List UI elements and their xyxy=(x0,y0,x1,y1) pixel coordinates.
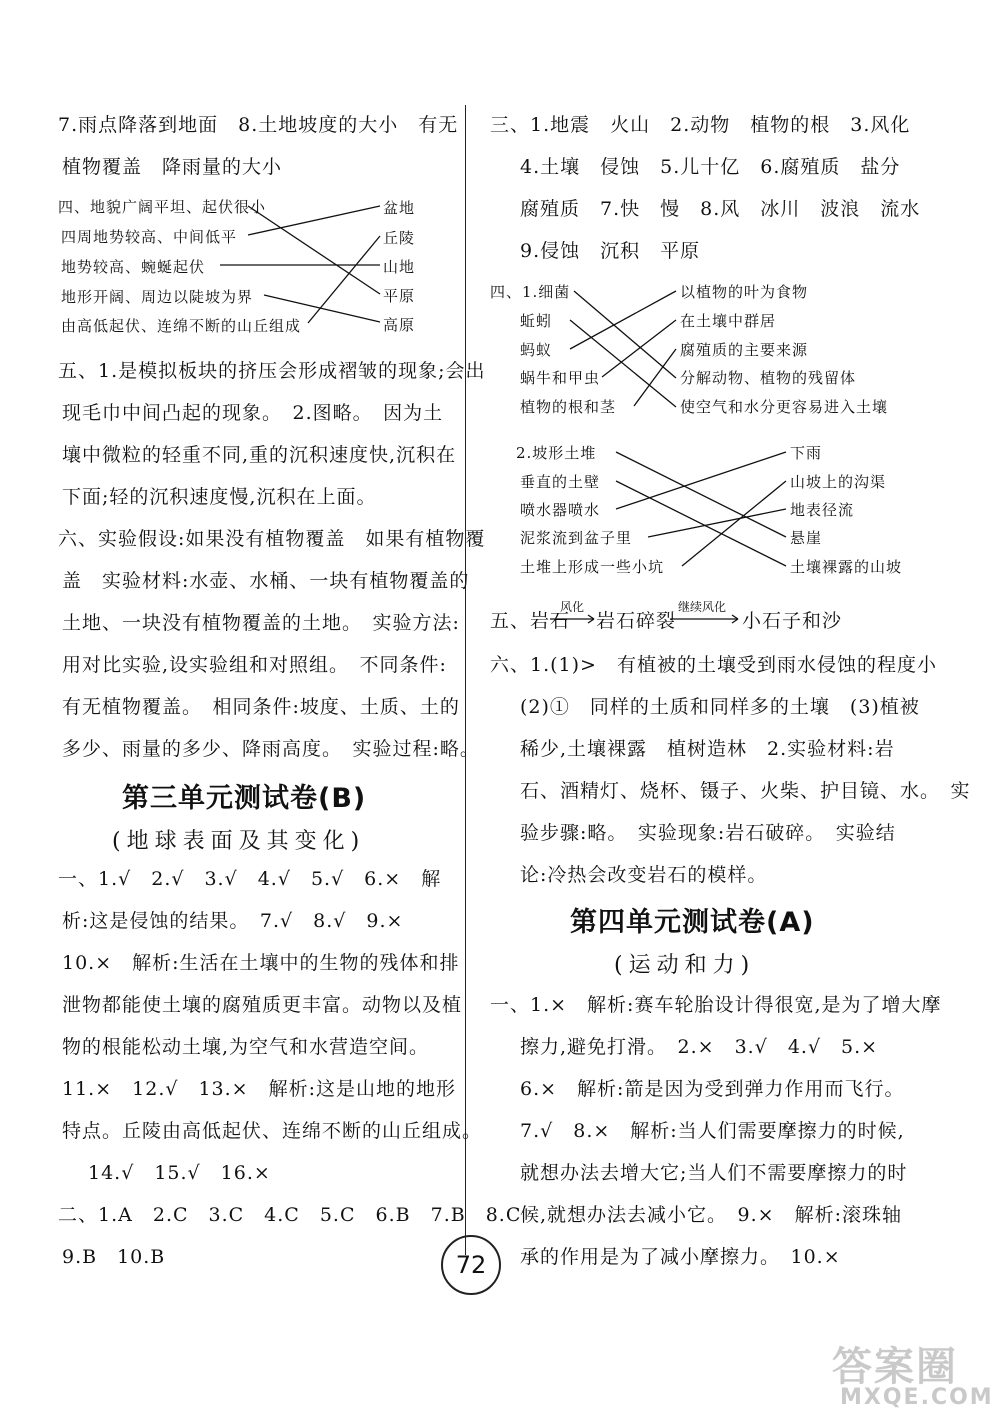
right-s6-line3: 稀少,土壤裸露 植树造林 2.实验材料:岩 xyxy=(520,738,895,760)
match41-right-1: 以植物的叶为食物 xyxy=(680,283,809,301)
right-s3-line2: 4.土壤 侵蚀 5.儿十亿 6.腐殖质 盐分 xyxy=(520,156,901,178)
right-a-line5: 就想办法去增大它;当人们不需要摩擦力的时 xyxy=(520,1162,908,1184)
left-s7-line2: 植物覆盖 降雨量的大小 xyxy=(62,156,283,178)
arrow-label-weathering: 风化 xyxy=(560,600,585,614)
right-s6-line2: (2)① 同样的土质和同样多的土壤 (3)植被 xyxy=(520,696,920,718)
link-l5 xyxy=(308,236,380,323)
left-b-line8: 14.√ 15.√ 16.× xyxy=(88,1162,271,1184)
match-lines-right xyxy=(490,0,910,600)
match-left-2: 四周地势较高、中间低平 xyxy=(61,228,238,246)
right-s6-line4: 石、酒精灯、烧杯、镊子、火柴、护目镜、水。 实 xyxy=(520,780,971,802)
right-s5-prefix: 五、岩石 xyxy=(490,610,571,632)
right-a-line2: 擦力,避免打滑。 2.× 3.√ 4.√ 5.× xyxy=(520,1036,879,1058)
match41-right-5: 使空气和水分更容易进入土壤 xyxy=(680,398,889,416)
match-right-2: 丘陵 xyxy=(383,229,416,247)
right-a-line3: 6.× 解析:箭是因为受到弹力作用而飞行。 xyxy=(520,1078,905,1100)
column-divider xyxy=(465,105,466,1255)
unit4-test-a-title: 第四单元测试卷(A) xyxy=(570,907,815,938)
watermark-logo xyxy=(828,1335,994,1415)
match42-right-2: 山坡上的沟渠 xyxy=(790,473,887,491)
match-left-3: 地势较高、蜿蜒起伏 xyxy=(61,258,206,276)
left-b-line7: 特点。丘陵由高低起伏、连绵不断的山丘组成。 xyxy=(62,1120,483,1142)
match42-right-5: 土壤裸露的山坡 xyxy=(790,558,903,576)
left-s6-line6: 多少、雨量的多少、降雨高度。 实验过程:略。 xyxy=(62,738,480,760)
left-b-line4: 泄物都能使土壤的腐殖质更丰富。动物以及植 xyxy=(62,994,463,1016)
match41-right-2: 在土壤中群居 xyxy=(680,312,777,330)
link-r6 xyxy=(616,452,786,537)
left-b-line6: 11.× 12.√ 13.× 解析:这是山地的地形 xyxy=(62,1078,456,1100)
left-s5-line1: 五、1.是模拟板块的挤压会形成褶皱的现象;会出 xyxy=(58,360,486,382)
left-b-line1: 一、1.√ 2.√ 3.√ 4.√ 5.√ 6.× 解 xyxy=(58,868,442,890)
left-s6-line5: 有无植物覆盖。 相同条件:坡度、土质、土的 xyxy=(62,696,460,718)
match-left-5: 由高低起伏、连绵不断的山丘组成 xyxy=(61,317,302,335)
page-number: 72 xyxy=(441,1235,501,1295)
left-s6-line1: 六、实验假设:如果没有植物覆盖 如果有植物覆 xyxy=(58,528,486,550)
watermark-line1: 答案圈 xyxy=(832,1344,958,1390)
match41-left-1: 四、1.细菌 xyxy=(490,283,571,301)
match41-left-5: 植物的根和茎 xyxy=(520,398,617,416)
left-s6-line2: 盖 实验材料:水壶、水桶、一块有植物覆盖的 xyxy=(62,570,470,592)
match-right-5: 高原 xyxy=(383,316,416,334)
match42-left-5: 土堆上形成一些小坑 xyxy=(520,558,665,576)
right-s6-line1: 六、1.(1)> 有植被的土壤受到雨水侵蚀的程度小 xyxy=(490,654,937,676)
match-right-1: 盆地 xyxy=(383,199,416,217)
link-r10 xyxy=(682,481,786,566)
link-r3 xyxy=(570,291,676,349)
link-r9 xyxy=(648,509,786,537)
right-a-line7: 承的作用是为了减小摩擦力。 10.× xyxy=(520,1246,841,1268)
match41-right-3: 腐殖质的主要来源 xyxy=(680,341,809,359)
match41-left-2: 蚯蚓 xyxy=(520,312,553,330)
left-b-line5: 物的根能松动土壤,为空气和水营造空间。 xyxy=(62,1036,430,1058)
arrow-label-continue: 继续风化 xyxy=(678,600,727,614)
arrow-1 xyxy=(550,612,598,626)
unit3-test-b-title: 第三单元测试卷(B) xyxy=(122,783,367,814)
match42-left-3: 喷水器喷水 xyxy=(520,501,601,519)
unit4-test-a-subtitle: (运动和力) xyxy=(614,953,756,978)
left-b-line3: 10.× 解析:生活在土壤中的生物的残体和排 xyxy=(62,952,460,974)
match-left-4: 地形开阔、周边以陡坡为界 xyxy=(61,288,254,306)
match42-right-1: 下雨 xyxy=(790,444,823,462)
right-s3-line3: 腐殖质 7.快 慢 8.风 冰川 波浪 流水 xyxy=(520,198,921,220)
unit3-test-b-subtitle: (地球表面及其变化) xyxy=(112,829,366,854)
left-b-line2: 析:这是侵蚀的结果。 7.√ 8.√ 9.× xyxy=(62,910,404,932)
left-b-line9: 二、1.A 2.C 3.C 4.C 5.C 6.B 7.B 8.C xyxy=(58,1204,522,1226)
match41-left-4: 蜗牛和甲虫 xyxy=(520,369,601,387)
right-s3-line4: 9.侵蚀 沉积 平原 xyxy=(520,240,701,262)
match41-left-3: 蚂蚁 xyxy=(520,341,553,359)
right-s5-end: 小石子和沙 xyxy=(742,610,843,632)
watermark-line2: MXQE.COM xyxy=(840,1385,994,1410)
match42-left-4: 泥浆流到盆子里 xyxy=(520,529,633,547)
left-s6-line3: 土地、一块没有植物覆盖的土地。 实验方法: xyxy=(62,612,460,634)
left-b-line10: 9.B 10.B xyxy=(62,1246,166,1268)
match42-left-1: 2.坡形土堆 xyxy=(516,444,597,462)
right-a-line1: 一、1.× 解析:赛车轮胎设计得很宽,是为了增大摩 xyxy=(490,994,942,1016)
link-l4 xyxy=(264,295,380,322)
right-s6-line6: 论:冷热会改变岩石的模样。 xyxy=(520,864,768,886)
link-l1 xyxy=(248,206,380,294)
match-lines-left xyxy=(58,0,448,340)
match42-right-3: 地表径流 xyxy=(790,501,855,519)
left-s5-line4: 下面;轻的沉积速度慢,沉积在上面。 xyxy=(62,486,377,508)
right-s3-line1: 三、1.地震 火山 2.动物 植物的根 3.风化 xyxy=(490,114,911,136)
match-left-1: 四、地貌广阔平坦、起伏很小 xyxy=(58,198,267,216)
match42-right-4: 悬崖 xyxy=(790,529,823,547)
link-r8 xyxy=(616,452,786,509)
match41-right-4: 分解动物、植物的残留体 xyxy=(680,369,857,387)
right-a-line4: 7.√ 8.× 解析:当人们需要摩擦力的时候, xyxy=(520,1120,905,1142)
right-a-line6: 候,就想办法去减小它。 9.× 解析:滚珠轴 xyxy=(520,1204,902,1226)
match-right-4: 平原 xyxy=(383,287,416,305)
right-s6-line5: 验步骤:略。 实验现象:岩石破碎。 实验结 xyxy=(520,822,896,844)
arrow-2 xyxy=(670,612,742,626)
link-r7 xyxy=(616,481,786,566)
link-l2 xyxy=(248,206,380,235)
left-s5-line3: 壤中微粒的轻重不同,重的沉积速度快,沉积在 xyxy=(62,444,457,466)
right-s5-mid: 岩石碎裂 xyxy=(596,610,677,632)
match-right-3: 山地 xyxy=(383,258,416,276)
match42-left-2: 垂直的土壁 xyxy=(520,473,601,491)
left-s5-line2: 现毛巾中间凸起的现象。 2.图略。 因为土 xyxy=(62,402,444,424)
left-s6-line4: 用对比实验,设实验组和对照组。 不同条件: xyxy=(62,654,447,676)
left-s7-line1: 7.雨点降落到地面 8.土地坡度的大小 有无 xyxy=(58,114,459,136)
